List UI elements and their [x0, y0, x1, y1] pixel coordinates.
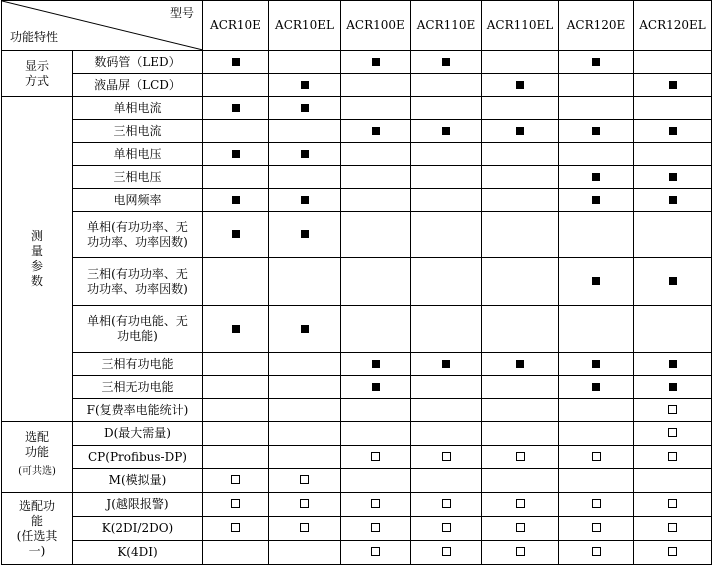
support-cell: [411, 166, 482, 189]
standard-feature-mark-icon: [592, 383, 600, 391]
standard-feature-mark-icon: [232, 325, 240, 333]
standard-feature-mark-icon: [669, 277, 677, 285]
table-body: [2, 1, 712, 565]
optional-feature-mark-icon: [371, 523, 380, 532]
support-cell: [482, 306, 559, 353]
support-cell: [341, 258, 411, 306]
support-cell: [341, 446, 411, 469]
optional-feature-mark-icon: [516, 547, 525, 556]
support-cell: [411, 541, 482, 565]
support-cell: [634, 189, 712, 212]
category-label-line: 选配功: [18, 498, 55, 513]
support-cell: [482, 376, 559, 399]
optional-feature-mark-icon: [592, 499, 601, 508]
support-cell: [269, 353, 341, 376]
support-cell: [341, 189, 411, 212]
optional-feature-mark-icon: [668, 452, 677, 461]
support-cell: [203, 143, 269, 166]
standard-feature-mark-icon: [442, 127, 450, 135]
support-cell: [203, 422, 269, 446]
support-cell: [559, 422, 634, 446]
header-row: [2, 1, 712, 51]
support-cell: [559, 74, 634, 97]
support-cell: [269, 97, 341, 120]
standard-feature-mark-icon: [232, 58, 240, 66]
support-cell: [559, 469, 634, 493]
table-row: [2, 446, 712, 469]
standard-feature-mark-icon: [372, 127, 380, 135]
support-cell: [203, 306, 269, 353]
category-label-line: 量: [30, 244, 43, 258]
category-cell: [2, 493, 73, 565]
support-cell: [203, 376, 269, 399]
support-cell: [341, 74, 411, 97]
standard-feature-mark-icon: [669, 127, 677, 135]
optional-feature-mark-icon: [442, 523, 451, 532]
feature-cell: [73, 74, 203, 97]
standard-feature-mark-icon: [301, 196, 309, 204]
support-cell: [341, 517, 411, 541]
optional-feature-mark-icon: [668, 523, 677, 532]
model-header-cell: ACR10E: [203, 1, 269, 51]
optional-feature-mark-icon: [231, 475, 240, 484]
optional-feature-mark-icon: [516, 523, 525, 532]
feature-label: 三相(有功功率、无: [87, 266, 188, 281]
feature-cell: [73, 166, 203, 189]
feature-label: J(越限报警): [106, 497, 169, 511]
support-cell: [482, 120, 559, 143]
support-cell: [559, 97, 634, 120]
support-cell: [559, 143, 634, 166]
support-cell: [269, 74, 341, 97]
optional-feature-mark-icon: [231, 499, 240, 508]
optional-feature-mark-icon: [668, 405, 677, 414]
feature-cell: [73, 258, 203, 306]
support-cell: [559, 493, 634, 517]
table-row: [2, 74, 712, 97]
support-cell: [411, 120, 482, 143]
standard-feature-mark-icon: [516, 127, 524, 135]
feature-label: 数码管（LED）: [94, 54, 181, 69]
support-cell: [559, 51, 634, 74]
support-cell: [269, 212, 341, 258]
optional-feature-mark-icon: [231, 523, 240, 532]
support-cell: [269, 541, 341, 565]
support-cell: [482, 97, 559, 120]
feature-label: 三相无功电能: [101, 379, 174, 394]
standard-feature-mark-icon: [669, 81, 677, 89]
feature-label: 电网频率: [113, 192, 162, 207]
support-cell: [203, 51, 269, 74]
support-cell: [269, 517, 341, 541]
model-header-cell: ACR120E: [559, 1, 634, 51]
model-header-cell: ACR10EL: [269, 1, 341, 51]
header-corner-cell: [2, 1, 203, 51]
feature-cell: [73, 97, 203, 120]
support-cell: [269, 493, 341, 517]
category-label-line: 功能: [24, 445, 49, 459]
support-cell: [269, 306, 341, 353]
standard-feature-mark-icon: [669, 173, 677, 181]
table-row: [2, 212, 712, 258]
feature-cell: [73, 422, 203, 446]
category-cell: [2, 97, 73, 422]
support-cell: [269, 166, 341, 189]
support-cell: [559, 376, 634, 399]
support-cell: [482, 541, 559, 565]
feature-label: 功电能): [117, 329, 158, 343]
table-row: [2, 258, 712, 306]
support-cell: [559, 212, 634, 258]
support-cell: [482, 258, 559, 306]
model-axis-label: 型号: [169, 6, 194, 20]
support-cell: [482, 143, 559, 166]
support-cell: [411, 376, 482, 399]
table-row: [2, 469, 712, 493]
table-row: [2, 51, 712, 74]
support-cell: [634, 469, 712, 493]
feature-cell: [73, 376, 203, 399]
table-row: [2, 541, 712, 565]
model-header-cell: ACR110EL: [482, 1, 559, 51]
table-row: [2, 353, 712, 376]
support-cell: [634, 353, 712, 376]
support-cell: [341, 353, 411, 376]
optional-feature-mark-icon: [592, 452, 601, 461]
support-cell: [269, 143, 341, 166]
optional-feature-mark-icon: [442, 547, 451, 556]
category-cell: [2, 51, 73, 97]
support-cell: [341, 212, 411, 258]
support-cell: [411, 517, 482, 541]
standard-feature-mark-icon: [592, 196, 600, 204]
support-cell: [203, 212, 269, 258]
category-label-line: 数: [30, 274, 43, 288]
support-cell: [269, 120, 341, 143]
optional-feature-mark-icon: [516, 452, 525, 461]
support-cell: [559, 517, 634, 541]
optional-feature-mark-icon: [371, 547, 380, 556]
support-cell: [634, 517, 712, 541]
support-cell: [341, 399, 411, 422]
standard-feature-mark-icon: [232, 150, 240, 158]
support-cell: [411, 399, 482, 422]
support-cell: [634, 446, 712, 469]
support-cell: [634, 120, 712, 143]
feature-label: 三相有功电能: [101, 356, 174, 371]
support-cell: [341, 166, 411, 189]
category-label-line: 一): [28, 543, 46, 558]
support-cell: [559, 399, 634, 422]
optional-feature-mark-icon: [516, 499, 525, 508]
support-cell: [634, 399, 712, 422]
support-cell: [482, 399, 559, 422]
support-cell: [634, 51, 712, 74]
feature-label: M(模拟量): [108, 473, 167, 487]
support-cell: [411, 189, 482, 212]
support-cell: [634, 493, 712, 517]
standard-feature-mark-icon: [669, 383, 677, 391]
support-cell: [341, 541, 411, 565]
support-cell: [559, 258, 634, 306]
support-cell: [411, 422, 482, 446]
table-row: [2, 189, 712, 212]
support-cell: [411, 446, 482, 469]
support-cell: [634, 74, 712, 97]
feature-cell: [73, 399, 203, 422]
table-row: [2, 493, 712, 517]
support-cell: [559, 446, 634, 469]
standard-feature-mark-icon: [442, 58, 450, 66]
feature-cell: [73, 306, 203, 353]
category-label-line: 显示: [24, 58, 49, 73]
category-cell: [2, 422, 73, 493]
table-row: [2, 517, 712, 541]
support-cell: [411, 493, 482, 517]
support-cell: [203, 189, 269, 212]
support-cell: [482, 212, 559, 258]
support-cell: [559, 353, 634, 376]
feature-label: D(最大需量): [104, 426, 171, 440]
table-row: [2, 376, 712, 399]
table-row: [2, 166, 712, 189]
category-label-line: (可共选): [18, 466, 56, 477]
support-cell: [559, 541, 634, 565]
support-cell: [411, 353, 482, 376]
table-row: [2, 422, 712, 446]
table-row: [2, 399, 712, 422]
support-cell: [203, 258, 269, 306]
support-cell: [203, 493, 269, 517]
table-row: [2, 97, 712, 120]
support-cell: [203, 120, 269, 143]
support-cell: [341, 493, 411, 517]
category-label-line: (任选其: [16, 528, 58, 543]
support-cell: [559, 189, 634, 212]
support-cell: [559, 166, 634, 189]
support-cell: [482, 51, 559, 74]
feature-cell: [73, 353, 203, 376]
feature-cell: [73, 517, 203, 541]
optional-feature-mark-icon: [592, 547, 601, 556]
optional-feature-mark-icon: [668, 428, 677, 437]
standard-feature-mark-icon: [592, 58, 600, 66]
support-cell: [269, 258, 341, 306]
support-cell: [203, 399, 269, 422]
standard-feature-mark-icon: [301, 325, 309, 333]
support-cell: [634, 422, 712, 446]
support-cell: [482, 517, 559, 541]
support-cell: [634, 541, 712, 565]
category-label-line: 参: [30, 259, 43, 273]
support-cell: [482, 189, 559, 212]
support-cell: [411, 97, 482, 120]
standard-feature-mark-icon: [232, 104, 240, 112]
optional-feature-mark-icon: [442, 452, 451, 461]
feature-cell: [73, 212, 203, 258]
support-cell: [634, 258, 712, 306]
support-cell: [269, 189, 341, 212]
support-cell: [482, 493, 559, 517]
support-cell: [203, 446, 269, 469]
feature-label: 单相(有功电能、无: [87, 314, 188, 328]
optional-feature-mark-icon: [300, 499, 309, 508]
optional-feature-mark-icon: [592, 523, 601, 532]
support-cell: [341, 469, 411, 493]
support-cell: [341, 422, 411, 446]
support-cell: [411, 258, 482, 306]
support-cell: [203, 166, 269, 189]
feature-cell: [73, 541, 203, 565]
feature-label: 液晶屏（LCD）: [94, 77, 181, 92]
support-cell: [269, 446, 341, 469]
feature-label: 三相电流: [113, 123, 162, 138]
standard-feature-mark-icon: [592, 360, 600, 368]
optional-feature-mark-icon: [300, 523, 309, 532]
feature-label: 三相电压: [113, 169, 162, 184]
feature-label: F(复费率电能统计): [86, 402, 189, 417]
optional-feature-mark-icon: [668, 547, 677, 556]
standard-feature-mark-icon: [516, 360, 524, 368]
support-cell: [634, 97, 712, 120]
support-cell: [634, 143, 712, 166]
feature-cell: [73, 51, 203, 74]
feature-label: 单相电压: [113, 146, 162, 161]
feature-axis-label: 功能特性: [10, 30, 59, 44]
feature-label: K(2DI/2DO): [101, 521, 174, 535]
support-cell: [341, 306, 411, 353]
support-cell: [411, 143, 482, 166]
standard-feature-mark-icon: [442, 360, 450, 368]
support-cell: [269, 399, 341, 422]
support-cell: [411, 469, 482, 493]
support-cell: [203, 541, 269, 565]
support-cell: [269, 422, 341, 446]
standard-feature-mark-icon: [592, 277, 600, 285]
standard-feature-mark-icon: [592, 173, 600, 181]
support-cell: [482, 166, 559, 189]
standard-feature-mark-icon: [301, 104, 309, 112]
model-header-cell: ACR120EL: [634, 1, 712, 51]
support-cell: [341, 51, 411, 74]
support-cell: [482, 353, 559, 376]
feature-label: CP(Profibus-DP): [88, 449, 187, 464]
feature-cell: [73, 189, 203, 212]
standard-feature-mark-icon: [372, 58, 380, 66]
support-cell: [559, 120, 634, 143]
standard-feature-mark-icon: [592, 127, 600, 135]
support-cell: [203, 353, 269, 376]
support-cell: [482, 422, 559, 446]
spec-table: [1, 0, 712, 565]
support-cell: [341, 376, 411, 399]
feature-cell: [73, 493, 203, 517]
support-cell: [203, 469, 269, 493]
support-cell: [634, 306, 712, 353]
category-label-line: 测: [30, 229, 43, 243]
optional-feature-mark-icon: [300, 475, 309, 484]
optional-feature-mark-icon: [668, 499, 677, 508]
table-row: [2, 143, 712, 166]
standard-feature-mark-icon: [301, 230, 309, 238]
model-header-cell: ACR100E: [341, 1, 411, 51]
support-cell: [482, 74, 559, 97]
table-row: [2, 306, 712, 353]
support-cell: [269, 469, 341, 493]
support-cell: [203, 97, 269, 120]
feature-label: 功功率、功率因数): [87, 234, 188, 249]
support-cell: [341, 143, 411, 166]
support-cell: [411, 51, 482, 74]
support-cell: [411, 74, 482, 97]
standard-feature-mark-icon: [372, 383, 380, 391]
support-cell: [634, 166, 712, 189]
support-cell: [341, 120, 411, 143]
feature-label: 功功率、功率因数): [87, 281, 188, 296]
model-header-cell: ACR110E: [411, 1, 482, 51]
support-cell: [482, 469, 559, 493]
feature-label: 单相(有功功率、无: [87, 219, 188, 234]
standard-feature-mark-icon: [301, 150, 309, 158]
support-cell: [482, 446, 559, 469]
standard-feature-mark-icon: [301, 81, 309, 89]
feature-cell: [73, 143, 203, 166]
support-cell: [411, 306, 482, 353]
optional-feature-mark-icon: [371, 499, 380, 508]
support-cell: [269, 376, 341, 399]
support-cell: [559, 306, 634, 353]
support-cell: [411, 212, 482, 258]
category-label-line: 选配: [24, 430, 49, 444]
standard-feature-mark-icon: [669, 360, 677, 368]
standard-feature-mark-icon: [232, 230, 240, 238]
category-label-line: 方式: [24, 73, 49, 88]
standard-feature-mark-icon: [232, 196, 240, 204]
category-label-line: 能: [30, 513, 43, 528]
feature-cell: [73, 446, 203, 469]
feature-label: K(4DI): [117, 545, 158, 559]
standard-feature-mark-icon: [516, 81, 524, 89]
table-row: [2, 120, 712, 143]
feature-cell: [73, 120, 203, 143]
standard-feature-mark-icon: [669, 196, 677, 204]
support-cell: [203, 517, 269, 541]
optional-feature-mark-icon: [371, 452, 380, 461]
feature-label: 单相电流: [113, 100, 162, 115]
support-cell: [203, 74, 269, 97]
support-cell: [634, 376, 712, 399]
support-cell: [341, 97, 411, 120]
support-cell: [269, 51, 341, 74]
feature-cell: [73, 469, 203, 493]
optional-feature-mark-icon: [442, 499, 451, 508]
support-cell: [634, 212, 712, 258]
standard-feature-mark-icon: [372, 360, 380, 368]
